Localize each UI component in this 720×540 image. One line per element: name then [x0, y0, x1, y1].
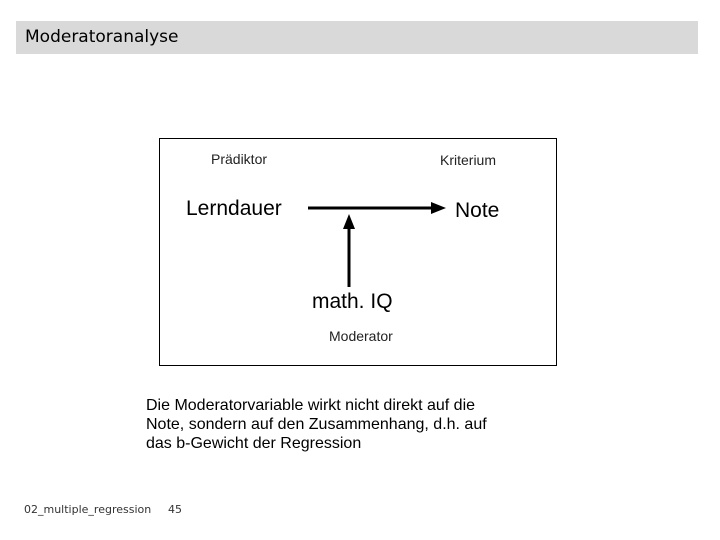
footer-source: 02_multiple_regression: [24, 503, 152, 516]
predictor-node: Lerndauer: [186, 197, 282, 220]
moderator-role-label: Moderator: [329, 328, 393, 344]
caption-line: Note, sondern auf den Zusammenhang, d.h. auf: [146, 416, 487, 433]
criterion-node: Note: [455, 199, 500, 222]
caption: [146, 396, 566, 453]
predictor-role-label: Prädiktor: [211, 151, 268, 167]
page-number: 45: [168, 503, 182, 516]
criterion-role-label: Kriterium: [440, 152, 497, 168]
moderator-to-relation-arrow: [343, 214, 355, 287]
caption-line: das b-Gewicht der Regression: [146, 435, 362, 452]
slide-title: Moderatoranalyse: [16, 21, 698, 54]
caption-line: Die Moderatorvariable wirkt nicht direkt auf die: [146, 397, 476, 414]
predictor-to-criterion-arrow: [308, 202, 446, 214]
moderator-node: math. IQ: [312, 290, 393, 313]
